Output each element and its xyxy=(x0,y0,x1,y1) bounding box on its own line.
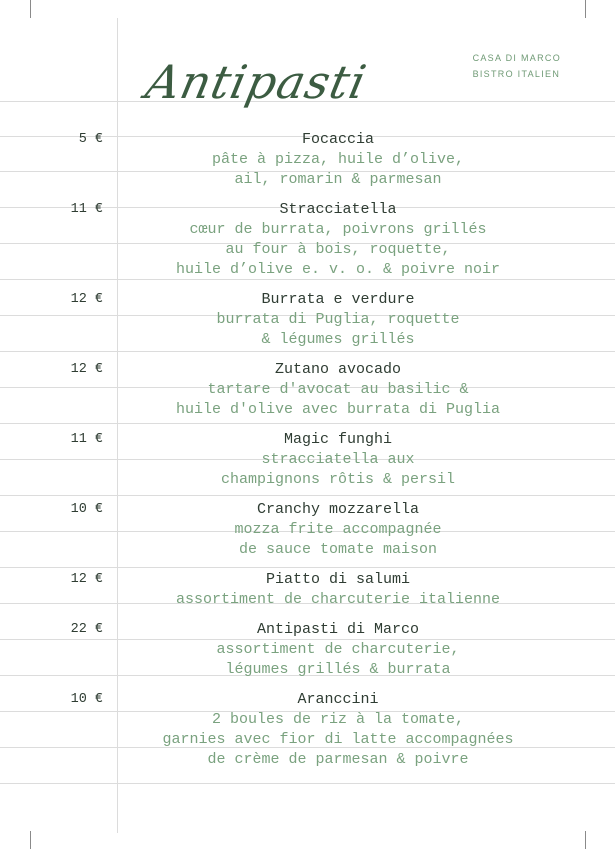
rule-line xyxy=(0,495,615,496)
item-price: 10 € xyxy=(70,502,103,517)
item-price: 12 € xyxy=(70,292,103,307)
crop-mark-top-left xyxy=(30,0,31,18)
crop-mark-top-right xyxy=(585,0,586,18)
item-description-line: huile d’olive e. v. o. & poivre noir xyxy=(175,261,501,278)
rule-line xyxy=(0,783,615,784)
item-description-line: huile d'olive avec burrata di Puglia xyxy=(175,401,501,418)
item-description-line: garnies avec fior di latte accompagnées xyxy=(162,731,514,748)
item-name: Piatto di salumi xyxy=(265,571,411,588)
item-name: Aranccini xyxy=(297,691,379,708)
item-price: 22 € xyxy=(70,622,103,637)
item-description-line: de sauce tomate maison xyxy=(238,541,438,558)
item-description-line: 2 boules de riz à la tomate, xyxy=(211,711,465,728)
item-description-line: assortiment de charcuterie italienne xyxy=(175,591,501,608)
item-description-line: de crème de parmesan & poivre xyxy=(207,751,469,768)
item-name: Zutano avocado xyxy=(274,361,402,378)
item-description-line: tartare d'avocat au basilic & xyxy=(207,381,469,398)
rule-line xyxy=(0,351,615,352)
item-name: Stracciatella xyxy=(279,201,397,218)
item-description-line: stracciatella aux xyxy=(261,451,415,468)
item-name: Magic funghi xyxy=(283,431,393,448)
item-description-line: assortiment de charcuterie, xyxy=(216,641,460,658)
item-price: 10 € xyxy=(70,692,103,707)
item-description-line: au four à bois, roquette, xyxy=(225,241,451,258)
item-price: 5 € xyxy=(78,132,103,147)
page-title: Antipasti xyxy=(141,55,372,109)
rule-line xyxy=(0,423,615,424)
crop-mark-bottom-right xyxy=(585,831,586,849)
item-description-line: mozza frite accompagnée xyxy=(234,521,442,538)
crop-mark-bottom-left xyxy=(30,831,31,849)
item-name: Cranchy mozzarella xyxy=(256,501,420,518)
item-name: Focaccia xyxy=(301,131,374,148)
brand-subtitle: BISTRO ITALIEN xyxy=(472,69,561,79)
brand-name: CASA DI MARCO xyxy=(472,53,561,63)
item-description-line: pâte à pizza, huile d’olive, xyxy=(211,151,465,168)
item-description-line: ail, romarin & parmesan xyxy=(234,171,442,188)
item-description-line: cœur de burrata, poivrons grillés xyxy=(189,221,487,238)
rule-line xyxy=(0,567,615,568)
item-price: 12 € xyxy=(70,362,103,377)
brand-block xyxy=(473,50,561,82)
item-description-line: & légumes grillés xyxy=(261,331,415,348)
item-price: 11 € xyxy=(70,432,103,447)
item-price: 12 € xyxy=(70,572,103,587)
item-description-line: burrata di Puglia, roquette xyxy=(216,311,460,328)
item-description-line: champignons rôtis & persil xyxy=(220,471,456,488)
item-price: 11 € xyxy=(70,202,103,217)
item-name: Burrata e verdure xyxy=(261,291,415,308)
item-description-line: légumes grillés & burrata xyxy=(225,661,451,678)
item-name: Antipasti di Marco xyxy=(256,621,420,638)
